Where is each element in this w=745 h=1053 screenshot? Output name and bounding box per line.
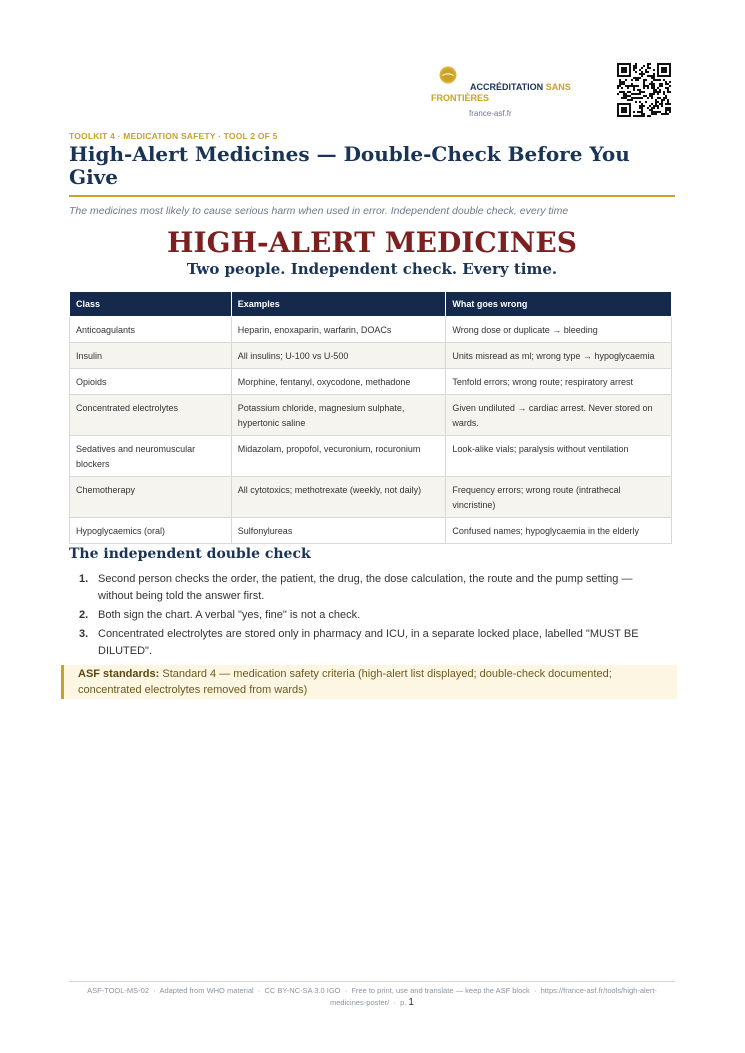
table-cell: Opioids <box>70 369 232 395</box>
table-cell: Frequency errors; wrong route (intrathecal vincristine) <box>446 477 672 518</box>
table-cell: Midazolam, propofol, vecuronium, rocuronium <box>231 436 446 477</box>
table-header-row <box>70 292 672 317</box>
footer-doc-id: ASF-TOOL-MS-02 <box>87 986 150 995</box>
table-cell: Tenfold errors; wrong route; respiratory arrest <box>446 369 672 395</box>
poster-headline: HIGH-ALERT MEDICINES <box>167 226 577 259</box>
brand-name-part1: ACCRÉDITATION <box>470 82 544 92</box>
table-cell: Insulin <box>70 343 232 369</box>
brand-block <box>431 64 591 124</box>
qr-code-icon <box>617 63 671 117</box>
table-cell: Chemotherapy <box>70 477 232 518</box>
footer-license: CC BY-NC-SA 3.0 IGO <box>264 986 341 995</box>
table-cell: Look-alike vials; paralysis without ventilation <box>446 436 672 477</box>
step-text: Concentrated electrolytes are stored only in pharmacy and ICU, in a separate locked place, labelled "MUST BE DILUTED". <box>98 628 639 657</box>
standards-label: ASF standards: <box>78 668 160 680</box>
step-text: Second person checks the order, the patient, the drug, the dose calculation, the route and the pump setting — without being told the answer first. <box>98 573 633 602</box>
footer-page-number: 1 <box>408 997 414 1008</box>
page-footer: ASF-TOOL-MS-02 · Adapted from WHO material · CC BY-NC-SA 3.0 IGO · Free to print, use and translate — keep the ASF block · https://france-asf.fr/tools/high-alert-medicines-poster/ · p. 1 <box>87 986 657 1008</box>
brand-url[interactable]: france-asf.fr <box>469 109 512 118</box>
list-item <box>69 626 669 660</box>
table-cell: Given undiluted → cardiac arrest. Never stored on wards. <box>446 395 672 436</box>
column-header-examples: Examples <box>231 292 446 317</box>
footer-usage: Free to print, use and translate — keep the ASF block <box>351 986 530 995</box>
list-item <box>69 607 669 624</box>
table-cell: Potassium chloride, magnesium sulphate, hypertonic saline <box>231 395 446 436</box>
brand-name-part2: SANS FRONTIÈRES <box>431 82 571 103</box>
step-number: 1. <box>79 573 89 585</box>
standards-text: Standard 4 — medication safety criteria (high-alert list displayed; double-check documented; concentrated electrolytes removed from wards) <box>78 668 612 696</box>
table-row <box>70 343 672 369</box>
page-subtitle: The medicines most likely to cause serious harm when used in error. Independent double check, every time <box>69 205 569 217</box>
toolkit-kicker: TOOLKIT 4 · MEDICATION SAFETY · TOOL 2 OF 5 <box>69 131 278 141</box>
footer-page-prefix: p. <box>400 998 407 1007</box>
table-cell: Sulfonylureas <box>231 518 446 544</box>
table-row <box>70 369 672 395</box>
list-item <box>69 571 669 605</box>
table-row <box>70 317 672 343</box>
table-cell: Anticoagulants <box>70 317 232 343</box>
table-cell: All cytotoxics; methotrexate (weekly, not daily) <box>231 477 446 518</box>
double-check-steps <box>69 571 669 662</box>
table-cell: Hypoglycaemics (oral) <box>70 518 232 544</box>
table-row <box>70 518 672 544</box>
poster-tagline: Two people. Independent check. Every time. <box>186 260 558 278</box>
step-text: Both sign the chart. A verbal "yes, fine" is not a check. <box>98 609 361 621</box>
table-cell: Concentrated electrolytes <box>70 395 232 436</box>
step-number: 2. <box>79 609 89 621</box>
table-row <box>70 477 672 518</box>
table-row <box>70 436 672 477</box>
footer-link[interactable]: https://france-asf.fr/tools/high-alert-medicines-poster/ <box>330 986 657 1007</box>
title-divider <box>69 195 675 197</box>
table-cell: Heparin, enoxaparin, warfarin, DOACs <box>231 317 446 343</box>
table-cell: Units misread as ml; wrong type → hypoglycaemia <box>446 343 672 369</box>
table-cell: Sedatives and neuromuscular blockers <box>70 436 232 477</box>
page-title: High-Alert Medicines — Double-Check Before You Give <box>69 142 630 189</box>
footer-divider <box>69 981 675 982</box>
table-cell: Confused names; hypoglycaemia in the elderly <box>446 518 672 544</box>
step-number: 3. <box>79 628 89 640</box>
asf-standards-callout <box>61 665 677 699</box>
table-cell: Wrong dose or duplicate → bleeding <box>446 317 672 343</box>
table-row <box>70 395 672 436</box>
column-header-class: Class <box>70 292 232 317</box>
table-cell: All insulins; U-100 vs U-500 <box>231 343 446 369</box>
brand-name <box>431 82 591 104</box>
column-header-what-goes-wrong: What goes wrong <box>446 292 672 317</box>
footer-source: Adapted from WHO material <box>159 986 254 995</box>
table-cell: Morphine, fentanyl, oxycodone, methadone <box>231 369 446 395</box>
double-check-heading: The independent double check <box>69 546 311 562</box>
high-alert-table <box>69 291 672 544</box>
document-page <box>69 0 672 1053</box>
